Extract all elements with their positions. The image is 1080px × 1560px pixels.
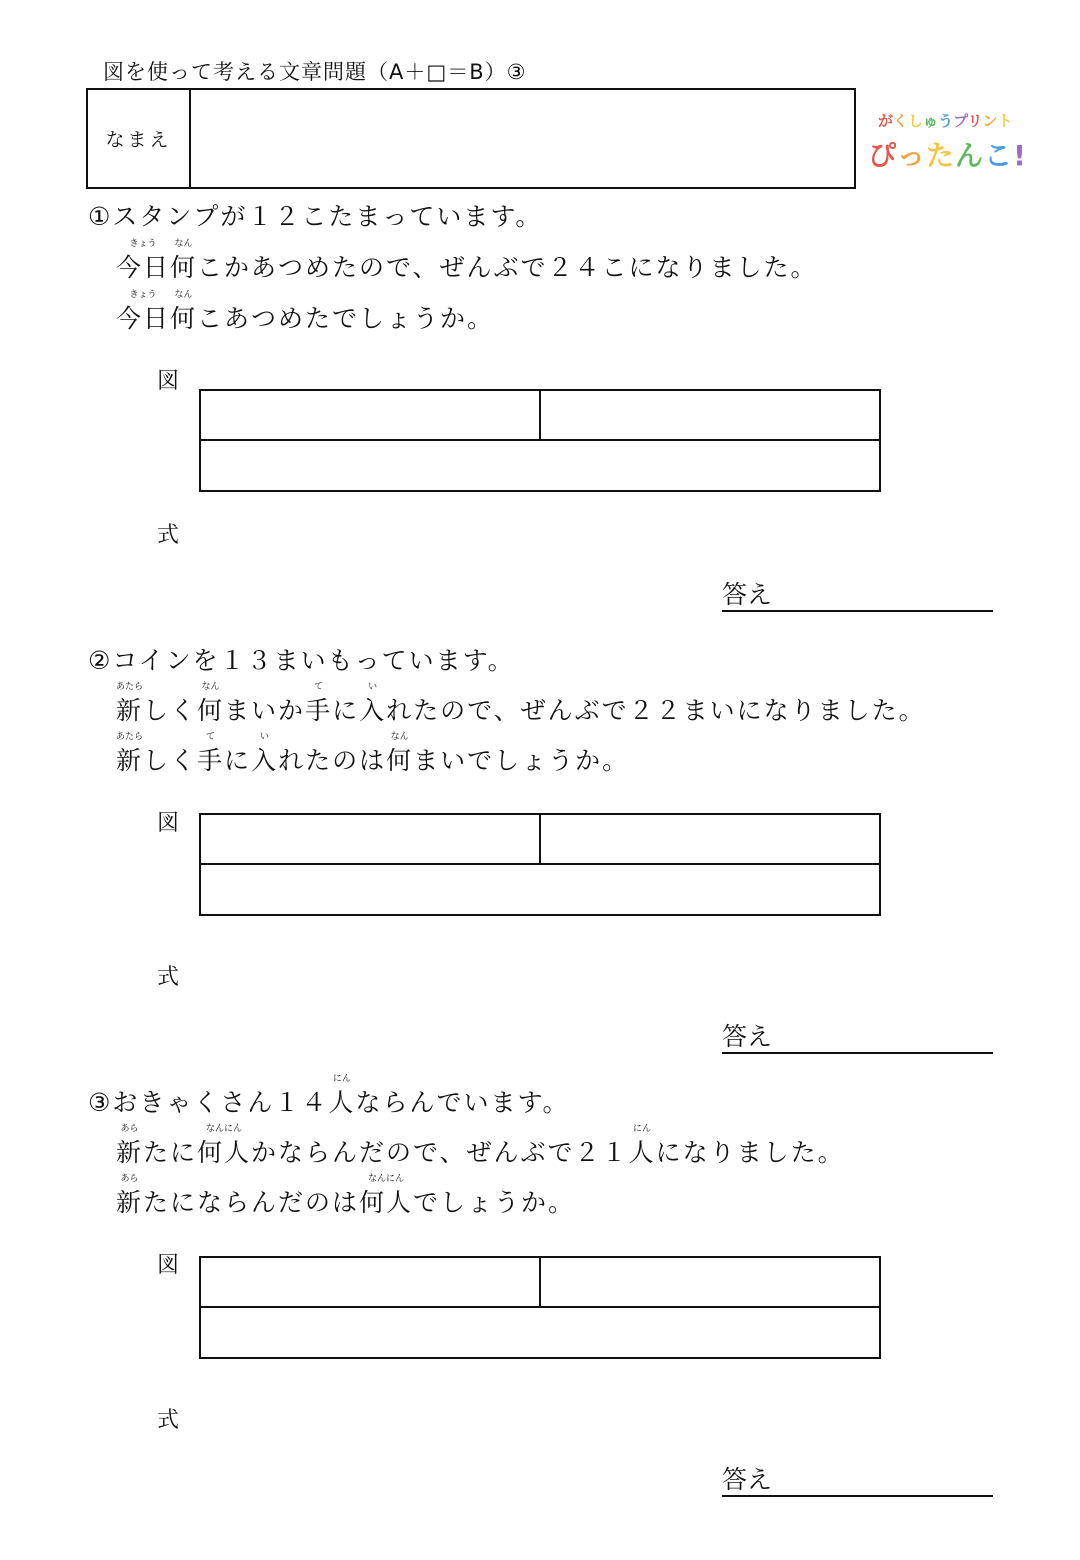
figure-label: 図 — [157, 811, 180, 836]
problem-1-line-3: 今日 きょう 何 なん こあつめたでしょうか。 — [116, 290, 495, 333]
ruby-word: 手 て — [305, 682, 333, 725]
ruby-word: 手 て — [197, 732, 225, 775]
ruby-word: 新 あら — [116, 1174, 144, 1217]
logo-letter: リ — [967, 112, 983, 130]
name-box — [86, 88, 856, 189]
problem-2-line-1: ②コインを１３まいもっています。 — [88, 646, 515, 675]
logo-letter: が — [878, 112, 894, 130]
brand-logo — [868, 110, 1027, 172]
problem-1-line-2: 今日 きょう 何 なん こかあつめたので、ぜんぶで２４こになりました。 — [116, 239, 818, 282]
diagram-cell-unknown[interactable] — [541, 391, 879, 441]
ruby-word: 入 い — [359, 682, 387, 725]
logo-letter: プ — [953, 112, 968, 130]
logo-letter: ゅ — [923, 112, 939, 130]
tape-diagram — [199, 813, 881, 916]
furigana: あら — [120, 1174, 139, 1184]
answer-field[interactable] — [777, 580, 993, 610]
furigana: なん — [174, 239, 193, 249]
logo-letter: っ — [897, 139, 927, 172]
furigana: なん — [390, 732, 409, 742]
diagram-cell-total[interactable] — [201, 441, 879, 490]
logo-letter: し — [908, 112, 924, 130]
answer-field[interactable] — [777, 1465, 993, 1495]
problem-2-line-2: 新 あたら しく何 なん まいか手 て に入 い れたので、ぜんぶで２２まいになりました。 — [115, 682, 926, 725]
ruby-word: 何 なん — [170, 290, 198, 333]
answer-label: 答え — [722, 580, 773, 609]
ruby-word: 今日 きょう — [116, 290, 171, 333]
ruby-word: 入 い — [251, 732, 279, 775]
answer-label: 答え — [722, 1465, 773, 1494]
logo-subtitle — [878, 110, 1013, 131]
logo-letter: た — [926, 139, 956, 172]
equation-label: 式 — [157, 523, 180, 548]
furigana: て — [314, 682, 324, 692]
problem-1-line-1: ①スタンプが１２こたまっています。 — [88, 202, 543, 231]
furigana: なんにん — [368, 1174, 405, 1184]
furigana: なん — [174, 290, 193, 300]
problem-3-line-3: 新 あら たにならんだのは何人 なんにん でしょうか。 — [116, 1174, 576, 1217]
logo-letter: ぴ — [868, 139, 898, 172]
furigana: なん — [201, 682, 220, 692]
worksheet-title: 図を使って考える文章問題（A＋□＝B）③ — [103, 60, 527, 84]
name-field[interactable] — [191, 90, 854, 187]
ruby-word: 何 なん — [197, 682, 225, 725]
furigana: きょう — [129, 239, 157, 249]
furigana: い — [260, 732, 270, 742]
furigana: あたら — [115, 732, 144, 742]
furigana: て — [206, 732, 216, 742]
logo-letter: く — [893, 112, 909, 130]
diagram-cell-unknown[interactable] — [541, 815, 879, 865]
figure-label: 図 — [157, 369, 180, 394]
logo-title — [868, 134, 1027, 174]
furigana: あたら — [115, 682, 144, 692]
logo-letter: ン — [982, 112, 998, 130]
ruby-word: 人 にん — [628, 1124, 656, 1167]
problem-3-line-1: ③おきゃくさん１４人 にん ならんでいます。 — [88, 1074, 570, 1117]
ruby-word: 何 なん — [386, 732, 414, 775]
answer-field[interactable] — [777, 1022, 993, 1052]
diagram-cell-total[interactable] — [201, 865, 879, 914]
ruby-word: 何人 なんにん — [359, 1174, 414, 1217]
equation-label: 式 — [157, 965, 180, 990]
furigana: い — [368, 682, 378, 692]
diagram-cell-total[interactable] — [201, 1308, 879, 1357]
furigana: きょう — [129, 290, 157, 300]
tape-diagram — [199, 389, 881, 492]
furigana: あら — [120, 1124, 139, 1134]
figure-label: 図 — [157, 1253, 180, 1278]
tape-diagram — [199, 1256, 881, 1359]
answer-line — [722, 1465, 993, 1497]
logo-letter: う — [938, 112, 954, 130]
logo-letter: こ — [984, 139, 1014, 172]
answer-line — [722, 1022, 993, 1054]
ruby-word: 今日 きょう — [116, 239, 171, 282]
furigana: にん — [633, 1124, 652, 1134]
diagram-cell-unknown[interactable] — [541, 1258, 879, 1308]
furigana: なんにん — [206, 1124, 243, 1134]
logo-letter: ! — [1013, 139, 1027, 172]
diagram-cell-a[interactable] — [201, 1258, 541, 1308]
equation-label: 式 — [157, 1408, 180, 1433]
ruby-word: 人 にん — [328, 1074, 356, 1117]
ruby-word: 何人 なんにん — [197, 1124, 252, 1167]
problem-2-line-3: 新 あたら しく手 て に入 い れたのは何 なん まいでしょうか。 — [115, 732, 630, 775]
diagram-cell-a[interactable] — [201, 391, 541, 441]
name-label: なまえ — [88, 90, 191, 187]
furigana: にん — [332, 1074, 351, 1084]
ruby-word: 新 あたら — [115, 732, 144, 775]
ruby-word: 何 なん — [170, 239, 198, 282]
problem-3-line-2: 新 あら たに何人 なんにん かならんだので、ぜんぶで２１人 にん になりました。 — [116, 1124, 845, 1167]
answer-line — [722, 580, 993, 612]
answer-label: 答え — [722, 1022, 773, 1051]
logo-letter: ん — [955, 139, 985, 172]
logo-letter: ト — [997, 112, 1013, 130]
ruby-word: 新 あたら — [115, 682, 144, 725]
diagram-cell-a[interactable] — [201, 815, 541, 865]
ruby-word: 新 あら — [116, 1124, 144, 1167]
